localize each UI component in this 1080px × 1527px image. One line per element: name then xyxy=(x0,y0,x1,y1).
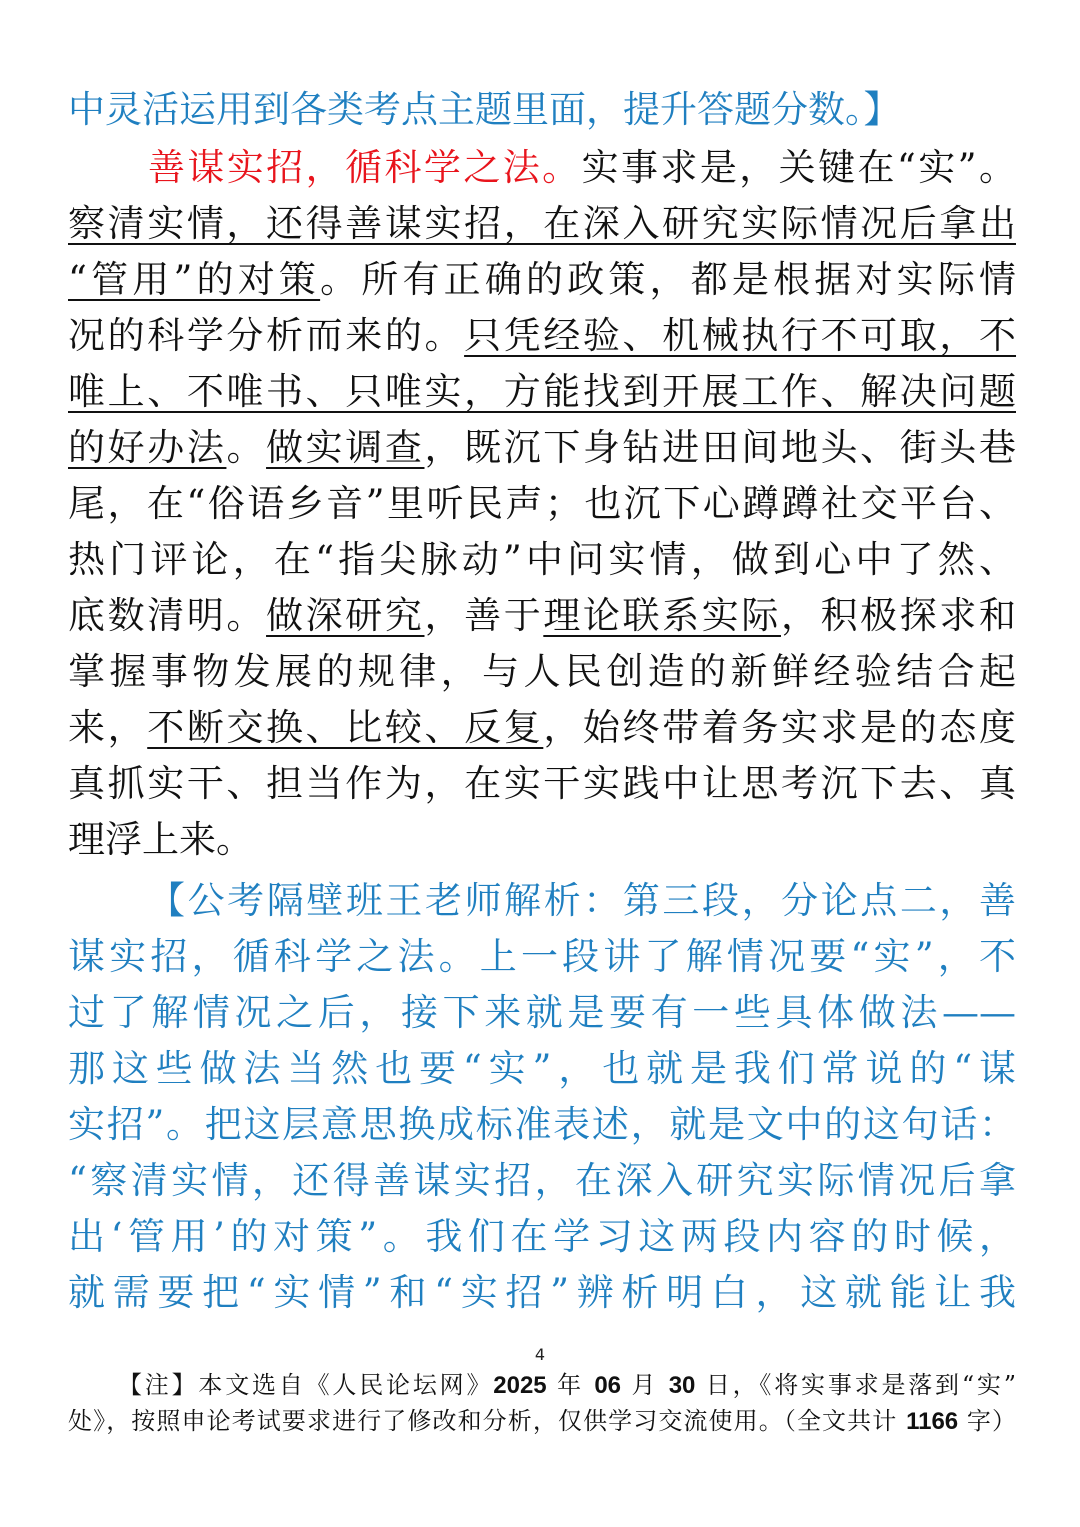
main-paragraph-line-7: 尾，在“俗语乡音”里听民声；也沉下心蹲蹲社交平台、 xyxy=(68,482,1016,525)
main-paragraph-line-10: 掌握事物发展的规律，与人民创造的新鲜经验结合起 xyxy=(68,650,1016,693)
page-number: 4 xyxy=(534,1345,546,1364)
analysis-continuation-line: 中灵活运用到各类考点主题里面，提升答题分数。】 xyxy=(68,88,901,131)
main-paragraph-line-6: 的好办法。做实调查，既沉下身钻进田间地头、街头巷 xyxy=(68,426,1017,469)
analysis-line-6: “察清实情，还得善谋实招，在深入研究实际情况后拿 xyxy=(68,1159,1016,1202)
main-paragraph-line-1: 善谋实招，循科学之法。实事求是，关键在“实”。 xyxy=(148,146,1016,189)
main-paragraph-line-13: 理浮上来。 xyxy=(68,818,253,861)
main-paragraph-line-4: 况的科学分析而来的。只凭经验、机械执行不可取，不 xyxy=(68,314,1017,357)
analysis-line-4: 那这些做法当然也要“实”，也就是我们常说的“谋 xyxy=(68,1047,1016,1090)
analysis-line-3: 过了解情况之后，接下来就是要有一些具体做法—— xyxy=(68,991,1016,1034)
main-paragraph-line-5: 唯上、不唯书、只唯实，方能找到开展工作、解决问题 xyxy=(68,370,1016,413)
main-paragraph-line-12: 真抓实干、担当作为，在实干实践中让思考沉下去、真 xyxy=(68,762,1016,805)
main-paragraph-line-9: 底数清明。做深研究，善于理论联系实际，积极探求和 xyxy=(68,594,1017,637)
analysis-line-2: 谋实招，循科学之法。上一段讲了解情况要“实”，不 xyxy=(68,935,1016,978)
analysis-line-1: 【公考隔壁班王老师解析：第三段，分论点二，善 xyxy=(148,879,1016,922)
footnote-line-2: 处》，按照申论考试要求进行了修改和分析，仅供学习交流使用。（全文共计 1166 字） xyxy=(68,1407,1016,1435)
footnote-line-1: 【注】本文选自《人民论坛网》2025 年 06 月 30 日，《将实事求是落到“实” xyxy=(118,1371,1016,1399)
main-paragraph-line-2: 察清实情，还得善谋实招，在深入研究实际情况后拿出 xyxy=(68,202,1016,245)
main-paragraph-line-11: 来，不断交换、比较、反复，始终带着务实求是的态度 xyxy=(68,706,1017,749)
analysis-line-5: 实招”。把这层意思换成标准表述，就是文中的这句话： xyxy=(68,1103,1016,1146)
main-paragraph-line-3: “管用”的对策。所有正确的政策，都是根据对实际情 xyxy=(68,258,1016,301)
analysis-line-7: 出‘管用’的对策”。我们在学习这两段内容的时候， xyxy=(68,1215,1016,1258)
section-heading: 善谋实招，循科学之法。 xyxy=(148,146,582,189)
analysis-line-8: 就需要把“实情”和“实招”辨析明白，这就能让我 xyxy=(68,1271,1016,1314)
main-paragraph-line-8: 热门评论，在“指尖脉动”中问实情，做到心中了然、 xyxy=(68,538,1016,581)
